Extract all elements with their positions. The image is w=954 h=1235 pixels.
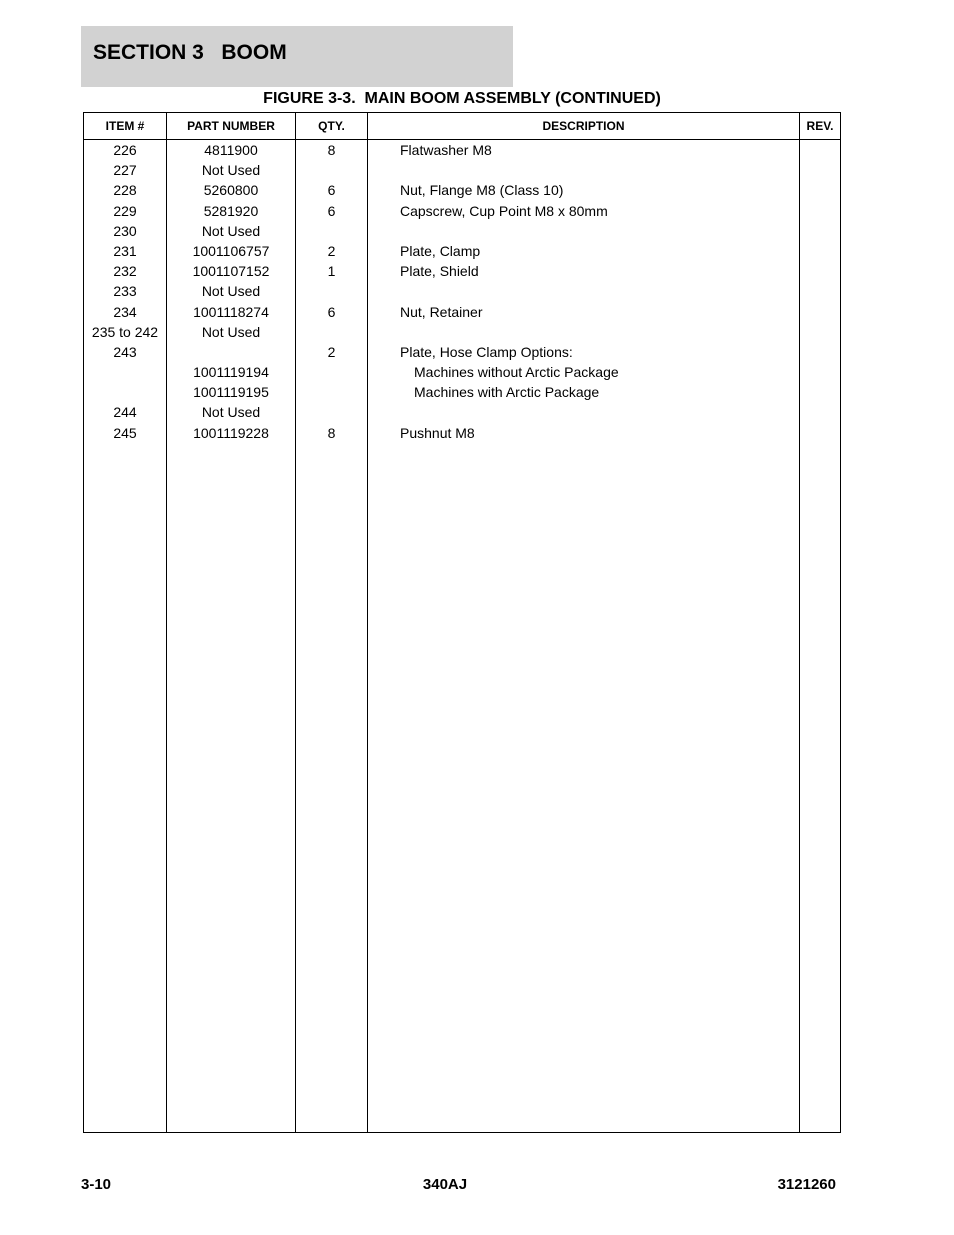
part-number-cell: 4811900 xyxy=(204,142,258,158)
table-row xyxy=(84,362,840,382)
qty-cell: 6 xyxy=(327,182,336,199)
description-cell: Plate, Hose Clamp Options: xyxy=(400,343,573,360)
column-header-rev: REV. xyxy=(806,119,834,133)
qty-cell: 1 xyxy=(327,263,336,280)
item-cell: 231 xyxy=(113,242,137,259)
section-title: SECTION 3 BOOM xyxy=(93,41,287,64)
item-cell: 243 xyxy=(113,343,137,360)
item-cell: 226 xyxy=(113,142,137,158)
qty-cell: 2 xyxy=(327,242,336,259)
table-row xyxy=(84,281,840,301)
description-cell: Nut, Retainer xyxy=(400,303,483,320)
part-number-cell: Not Used xyxy=(201,323,261,340)
item-cell: 228 xyxy=(113,182,137,199)
description-cell: Flatwasher M8 xyxy=(400,142,492,158)
document-number: 3121260 xyxy=(777,1176,836,1193)
item-cell: 229 xyxy=(113,202,137,219)
qty-cell: 2 xyxy=(327,343,336,360)
description-cell: Nut, Flange M8 (Class 10) xyxy=(400,182,564,199)
description-cell: Capscrew, Cup Point M8 x 80mm xyxy=(400,202,608,219)
item-cell: 227 xyxy=(113,162,137,179)
table-body xyxy=(84,140,840,443)
description-cell: Machines without Arctic Package xyxy=(414,364,619,381)
figure-title: FIGURE 3-3. MAIN BOOM ASSEMBLY (CONTINUED) xyxy=(263,90,661,107)
description-cell: Pushnut M8 xyxy=(400,424,475,441)
item-cell: 233 xyxy=(113,283,137,300)
model-name: 340AJ xyxy=(422,1176,468,1193)
part-number-cell: 1001106757 xyxy=(192,242,270,259)
part-number-cell: Not Used xyxy=(201,222,261,239)
item-cell: 245 xyxy=(113,424,137,441)
table-row xyxy=(84,382,840,402)
parts-table xyxy=(83,112,841,1133)
description-cell: Machines with Arctic Package xyxy=(414,384,600,401)
table-row xyxy=(84,322,840,342)
table-row xyxy=(84,342,840,362)
qty-cell: 6 xyxy=(327,303,336,320)
table-row xyxy=(84,221,840,241)
description-cell: Plate, Clamp xyxy=(400,242,481,259)
table-row xyxy=(84,423,840,443)
section-banner xyxy=(81,26,513,87)
table-row xyxy=(84,402,840,422)
item-cell: 244 xyxy=(113,404,137,421)
part-number-cell: 1001118274 xyxy=(193,303,269,320)
table-row xyxy=(84,140,840,160)
description-cell: Plate, Shield xyxy=(400,263,479,280)
column-header-description: DESCRIPTION xyxy=(542,119,625,133)
table-row xyxy=(84,261,840,281)
part-number-cell: 5281920 xyxy=(203,202,259,219)
part-number-cell: Not Used xyxy=(201,404,261,421)
item-cell: 232 xyxy=(113,263,137,280)
item-cell: 234 xyxy=(113,303,137,320)
column-header-qty: QTY. xyxy=(318,119,345,133)
part-number-cell: 1001107152 xyxy=(192,263,270,280)
table-row xyxy=(84,180,840,200)
column-header-part-number: PART NUMBER xyxy=(187,119,275,133)
qty-cell: 6 xyxy=(327,202,336,219)
column-header-item: ITEM # xyxy=(105,119,145,133)
part-number-cell: 1001119194 xyxy=(193,364,269,381)
part-number-cell: 1001119228 xyxy=(193,424,269,441)
table-row xyxy=(84,160,840,180)
item-cell: 235 to 242 xyxy=(91,323,159,340)
page-number: 3-10 xyxy=(81,1176,112,1193)
table-row xyxy=(84,302,840,322)
part-number-cell: Not Used xyxy=(201,162,261,179)
qty-cell: 8 xyxy=(327,424,336,441)
table-row xyxy=(84,201,840,221)
part-number-cell: 1001119195 xyxy=(193,384,269,401)
part-number-cell: Not Used xyxy=(201,283,261,300)
table-row xyxy=(84,241,840,261)
item-cell: 230 xyxy=(113,222,137,239)
part-number-cell: 5260800 xyxy=(203,182,259,199)
qty-cell: 8 xyxy=(327,142,336,158)
